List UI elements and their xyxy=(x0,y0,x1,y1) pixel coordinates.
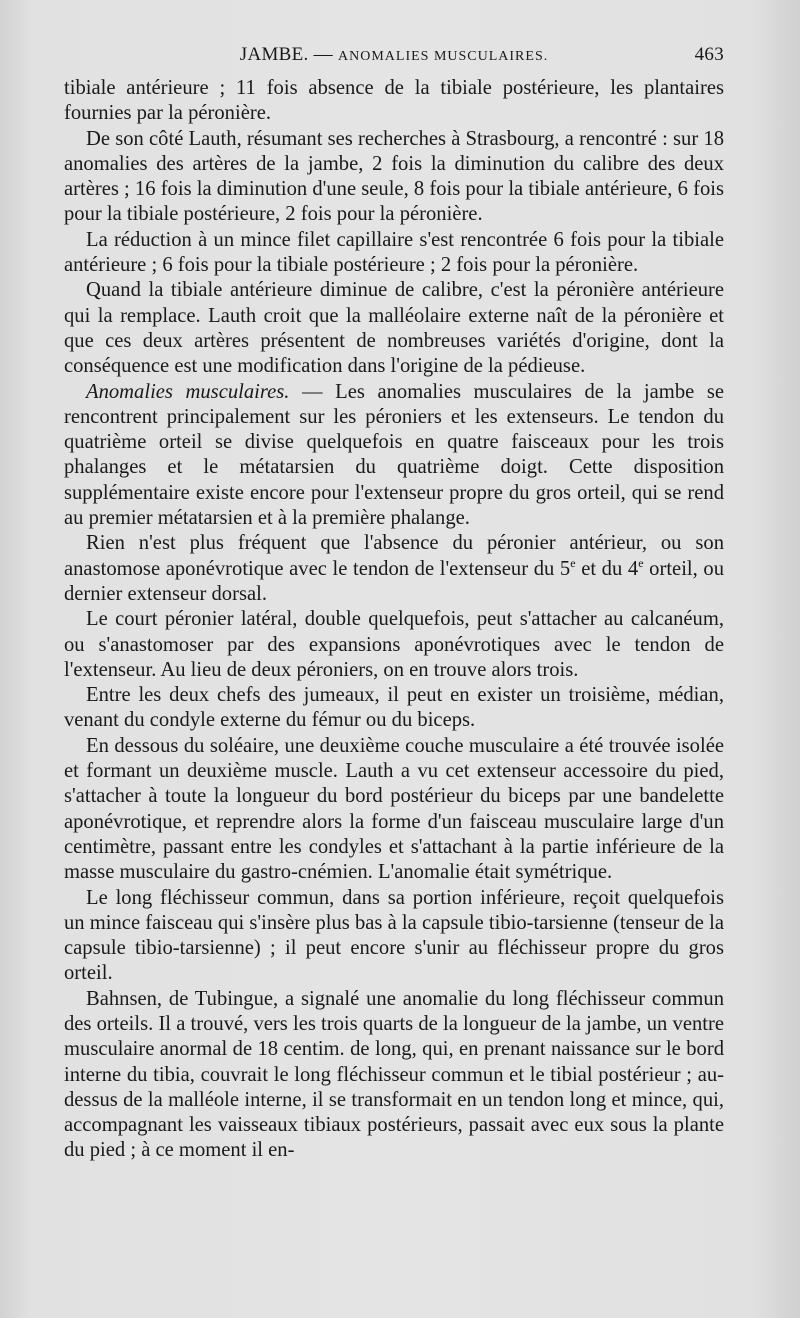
paragraph: Quand la tibiale antérieure diminue de calibre, c'est la péronière antérieure qui la remplace. Lauth croit que la malléolaire externe naît de la péronière et que ces deux artères présentent de nombreuses variétés d'origine, dont la conséquence est une modification dans l'origine de la pédieuse. xyxy=(64,279,724,378)
paragraph xyxy=(64,531,724,607)
paragraph: Entre les deux chefs des jumeaux, il peut en exister un troisième, médian, venant du condyle externe du fémur ou du biceps. xyxy=(64,684,724,732)
paragraph-text: et du 4 xyxy=(575,557,639,580)
paragraph-continuation: tibiale antérieure ; 11 fois absence de la tibiale postérieure, les plantaires fournies par la péronière. xyxy=(64,77,724,125)
paragraph-text: — Les anomalies musculaires de la jambe se rencontrent principalement sur les péroniers et les extenseurs. Le tendon du quatrième orteil se divise quelquefois en quatre faisceaux pour les trois phalanges et le métatarsien du quatrième doigt. Cette disposition supplémentaire existe encore pour l'extenseur propre du gros orteil, qui se rend au premier métatarsien et à la première phalange. xyxy=(64,380,724,530)
paragraph-section-start xyxy=(64,380,724,532)
page-number: 463 xyxy=(694,44,724,65)
running-head xyxy=(64,44,724,70)
paragraph: Le court péronier latéral, double quelquefois, peut s'attacher au calcanéum, ou s'anastomoser par des expansions aponévrotiques avec le tendon de l'extenseur. Au lieu de deux péroniers, on en trouve alors trois. xyxy=(64,608,724,681)
paragraph-text: orteil, ou dernier extenseur dorsal. xyxy=(64,557,725,605)
running-head-title xyxy=(240,44,548,66)
section-heading: Anomalies musculaires. xyxy=(86,380,290,403)
paragraph: Le long fléchisseur commun, dans sa portion inférieure, reçoit quelquefois un mince faisceau qui s'insère plus bas à la capsule tibio-tarsienne (tenseur de la capsule tibio-tarsienne) ; il peut encore s'unir au fléchisseur propre du gros orteil. xyxy=(64,886,724,985)
running-head-subtitle: ANOMALIES MUSCULAIRES. xyxy=(338,49,549,64)
running-head-dash: — xyxy=(308,44,338,65)
running-head-section: JAMBE. xyxy=(239,44,309,65)
paragraph: En dessous du soléaire, une deuxième couche musculaire a été trouvée isolée et formant un deuxième muscle. Lauth a vu cet extenseur accessoire du pied, s'attacher à toute la longueur du bord postérieur du biceps par une bandelette aponévrotique, et reprendre alors la forme d'un faisceau musculaire large d'un centimètre, passant entre les condyles et s'attachant à la partie inférieure de la masse musculaire du gastro-cnémien. L'anomalie était symétrique. xyxy=(64,734,724,884)
paragraph-text: Rien n'est plus fréquent que l'absence du péronier antérieur, ou son anastomose aponévrotique avec le tendon de l'extenseur du 5 xyxy=(64,532,724,580)
paragraph: La réduction à un mince filet capillaire s'est rencontrée 6 fois pour la tibiale antérieure ; 6 fois pour la tibiale postérieure ; 2 fois pour la péronière. xyxy=(64,228,724,277)
ordinal-superscript: e xyxy=(570,555,576,570)
body-text xyxy=(64,76,724,1164)
paragraph: De son côté Lauth, résumant ses recherches à Strasbourg, a rencontré : sur 18 anomalies des artères de la jambe, 2 fois la diminution du calibre des deux artères ; 16 fois la diminution d'une seule, 8 fois pour la tibiale antérieure, 6 fois pour la tibiale postérieure, 2 fois pour la péronière. xyxy=(64,127,724,226)
paragraph: Bahnsen, de Tubingue, a signalé une anomalie du long fléchisseur commun des orteils. Il a trouvé, vers les trois quarts de la longueur de la jambe, un ventre musculaire anormal de 18 centim. de long, qui, en prenant naissance sur le bord interne du tibia, couvrait le long fléchisseur commun et le tibial postérieur ; au-dessus de la malléole interne, il se transformait en un tendon long et mince, qui, accompagnant les vaisseaux tibiaux postérieurs, passait avec eux sous la plante du pied ; à ce moment il en- xyxy=(64,987,724,1162)
ordinal-superscript: e xyxy=(638,555,644,570)
